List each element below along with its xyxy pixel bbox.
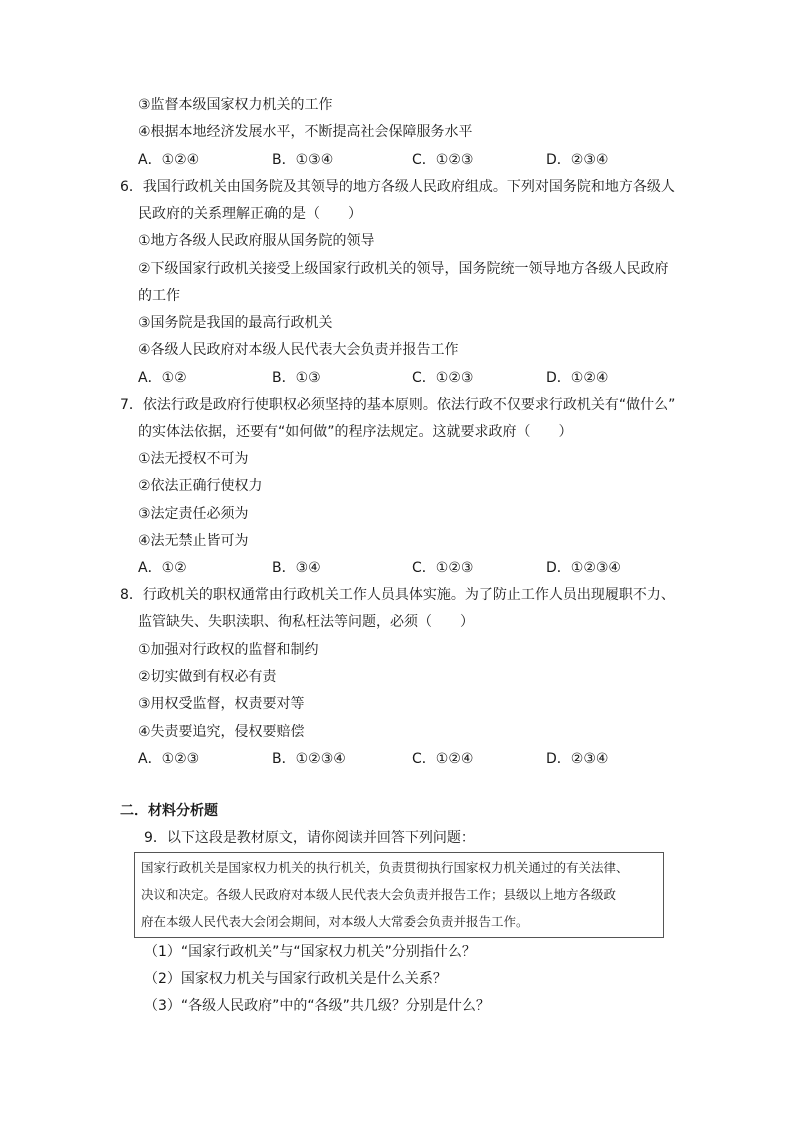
- q8-item-2: ②切实做到有权必有责: [138, 669, 277, 685]
- material-line-1: 国家行政机关是国家权力机关的执行机关，负责贯彻执行国家权力机关通过的有关法律、: [141, 860, 629, 875]
- q6-stem-line-1: 6．我国行政机关由国务院及其领导的地方各级人民政府组成。下列对国务院和地方各级人: [120, 179, 675, 195]
- q5-item-4: ④根据本地经济发展水平，不断提高社会保障服务水平: [138, 124, 473, 140]
- q6-option-a: A．①②: [138, 370, 187, 386]
- q5-item-3: ③监督本级国家权力机关的工作: [138, 97, 333, 113]
- q5-option-b: B．①③④: [272, 152, 334, 168]
- q9-stem: 9．以下这段是教材原文，请你阅读并回答下列问题：: [144, 830, 475, 846]
- q7-item-4: ④法无禁止皆可为: [138, 533, 249, 549]
- q9-sub-question-1: （1）“国家行政机关”与“国家权力机关”分别指什么？: [144, 944, 476, 960]
- q8-option-b: B．①②③④: [272, 751, 346, 767]
- q8-item-4: ④失责要追究，侵权要赔偿: [138, 724, 305, 740]
- q6-item-2-line-2: 的工作: [138, 288, 180, 304]
- section-2-title: 二．材料分析题: [120, 803, 218, 819]
- q7-item-3: ③法定责任必须为: [138, 506, 249, 522]
- q6-item-4: ④各级人民政府对本级人民代表大会负责并报告工作: [138, 342, 459, 358]
- q7-option-c: C．①②③: [412, 560, 474, 576]
- q8-option-d: D．②③④: [546, 751, 609, 767]
- q6-option-c: C．①②③: [412, 370, 474, 386]
- q8-option-c: C．①②④: [412, 751, 474, 767]
- q7-item-2: ②依法正确行使权力: [138, 478, 263, 494]
- q6-option-d: D．①②④: [546, 370, 609, 386]
- q9-sub-question-3: （3）“各级人民政府”中的“各级”共几级？分别是什么？: [144, 998, 490, 1014]
- q6-item-1: ①地方各级人民政府服从国务院的领导: [138, 233, 375, 249]
- q6-item-2-line-1: ②下级国家行政机关接受上级国家行政机关的领导，国务院统一领导地方各级人民政府: [138, 261, 669, 277]
- q8-stem-line-1: 8．行政机关的职权通常由行政机关工作人员具体实施。为了防止工作人员出现履职不力、: [120, 587, 675, 603]
- q5-option-c: C．①②③: [412, 152, 474, 168]
- q7-stem-line-2: 的实体法依据，还要有“如何做”的程序法规定。这就要求政府（ ）: [138, 424, 573, 440]
- q5-option-a: A．①②④: [138, 152, 200, 168]
- q7-stem-line-1: 7．依法行政是政府行使职权必须坚持的基本原则。依法行政不仅要求行政机关有“做什么”: [120, 397, 676, 413]
- material-passage-box: [134, 852, 664, 938]
- q5-option-d: D．②③④: [546, 152, 609, 168]
- q6-stem-line-2: 民政府的关系理解正确的是（ ）: [138, 206, 362, 222]
- q7-option-d: D．①②③④: [546, 560, 621, 576]
- q8-option-a: A．①②③: [138, 751, 200, 767]
- q7-option-b: B．③④: [272, 560, 321, 576]
- q9-sub-question-2: （2）国家权力机关与国家行政机关是什么关系？: [144, 971, 447, 987]
- q8-item-3: ③用权受监督，权责要对等: [138, 696, 305, 712]
- q7-item-1: ①法无授权不可为: [138, 451, 249, 467]
- q7-option-a: A．①②: [138, 560, 187, 576]
- q6-item-3: ③国务院是我国的最高行政机关: [138, 315, 333, 331]
- material-line-3: 府在本级人民代表大会闭会期间，对本级人大常委会负责并报告工作。: [141, 914, 529, 929]
- q6-option-b: B．①③: [272, 370, 321, 386]
- material-line-2: 决议和决定。各级人民政府对本级人民代表大会负责并报告工作；县级以上地方各级政: [141, 887, 617, 902]
- q8-stem-line-2: 监管缺失、失职渎职、徇私枉法等问题，必须（ ）: [138, 614, 474, 630]
- q8-item-1: ①加强对行政权的监督和制约: [138, 642, 319, 658]
